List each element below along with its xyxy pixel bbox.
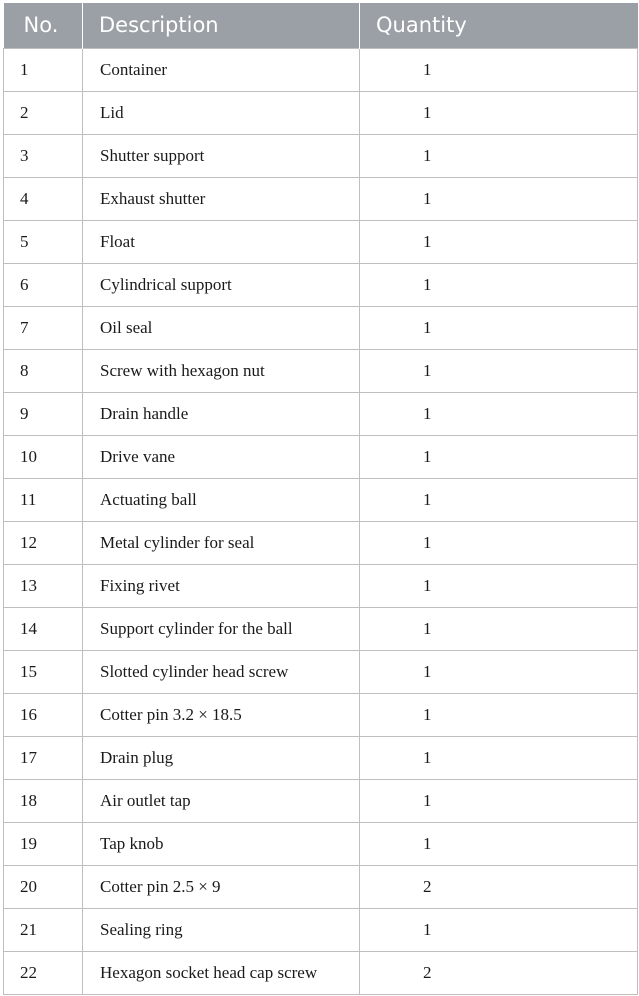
row-quantity: 1 [360, 134, 638, 177]
row-number: 10 [4, 435, 83, 478]
table-row [4, 134, 638, 177]
row-description: Sealing ring [83, 908, 360, 951]
table-body [4, 48, 638, 994]
table-row [4, 564, 638, 607]
row-number: 12 [4, 521, 83, 564]
row-number: 3 [4, 134, 83, 177]
row-description: Tap knob [83, 822, 360, 865]
row-number: 2 [4, 91, 83, 134]
row-quantity: 1 [360, 435, 638, 478]
row-quantity: 1 [360, 564, 638, 607]
table-row [4, 478, 638, 521]
table-row [4, 693, 638, 736]
table-row [4, 306, 638, 349]
row-number: 1 [4, 48, 83, 91]
header-quantity: Quantity [360, 3, 638, 48]
row-description: Drive vane [83, 435, 360, 478]
row-number: 20 [4, 865, 83, 908]
row-description: Drain plug [83, 736, 360, 779]
row-number: 21 [4, 908, 83, 951]
table-row [4, 521, 638, 564]
table-row [4, 435, 638, 478]
row-description: Air outlet tap [83, 779, 360, 822]
row-description: Float [83, 220, 360, 263]
row-quantity: 2 [360, 865, 638, 908]
header-description: Description [83, 3, 360, 48]
row-number: 22 [4, 951, 83, 994]
table-row [4, 822, 638, 865]
table-row [4, 607, 638, 650]
table-row [4, 908, 638, 951]
row-quantity: 1 [360, 822, 638, 865]
row-number: 15 [4, 650, 83, 693]
row-quantity: 1 [360, 263, 638, 306]
row-quantity: 1 [360, 779, 638, 822]
row-number: 19 [4, 822, 83, 865]
row-quantity: 1 [360, 349, 638, 392]
row-number: 8 [4, 349, 83, 392]
row-description: Slotted cylinder head screw [83, 650, 360, 693]
row-number: 6 [4, 263, 83, 306]
row-number: 16 [4, 693, 83, 736]
row-description: Exhaust shutter [83, 177, 360, 220]
row-quantity: 1 [360, 177, 638, 220]
table-row [4, 865, 638, 908]
row-number: 18 [4, 779, 83, 822]
table-row [4, 349, 638, 392]
row-quantity: 1 [360, 478, 638, 521]
row-description: Lid [83, 91, 360, 134]
row-description: Container [83, 48, 360, 91]
table-row [4, 736, 638, 779]
row-quantity: 1 [360, 220, 638, 263]
row-description: Support cylinder for the ball [83, 607, 360, 650]
row-quantity: 1 [360, 306, 638, 349]
row-description: Cotter pin 2.5 × 9 [83, 865, 360, 908]
row-quantity: 1 [360, 736, 638, 779]
row-quantity: 1 [360, 607, 638, 650]
row-number: 4 [4, 177, 83, 220]
row-description: Actuating ball [83, 478, 360, 521]
row-description: Hexagon socket head cap screw [83, 951, 360, 994]
row-number: 14 [4, 607, 83, 650]
row-quantity: 1 [360, 91, 638, 134]
row-description: Drain handle [83, 392, 360, 435]
header-row [4, 3, 638, 48]
row-description: Shutter support [83, 134, 360, 177]
row-quantity: 1 [360, 392, 638, 435]
table-row [4, 48, 638, 91]
row-number: 11 [4, 478, 83, 521]
table-row [4, 263, 638, 306]
table-row [4, 220, 638, 263]
table-row [4, 177, 638, 220]
row-number: 17 [4, 736, 83, 779]
row-description: Oil seal [83, 306, 360, 349]
row-quantity: 1 [360, 521, 638, 564]
row-quantity: 1 [360, 650, 638, 693]
row-quantity: 2 [360, 951, 638, 994]
row-number: 9 [4, 392, 83, 435]
row-number: 13 [4, 564, 83, 607]
row-number: 5 [4, 220, 83, 263]
table-row [4, 650, 638, 693]
row-quantity: 1 [360, 693, 638, 736]
row-description: Screw with hexagon nut [83, 349, 360, 392]
table-row [4, 91, 638, 134]
table-row [4, 951, 638, 994]
table-row [4, 779, 638, 822]
parts-table [3, 3, 638, 995]
row-description: Cylindrical support [83, 263, 360, 306]
header-no: No. [4, 3, 83, 48]
row-quantity: 1 [360, 908, 638, 951]
table-row [4, 392, 638, 435]
table-header [4, 3, 638, 48]
row-description: Fixing rivet [83, 564, 360, 607]
row-description: Metal cylinder for seal [83, 521, 360, 564]
row-quantity: 1 [360, 48, 638, 91]
row-description: Cotter pin 3.2 × 18.5 [83, 693, 360, 736]
row-number: 7 [4, 306, 83, 349]
